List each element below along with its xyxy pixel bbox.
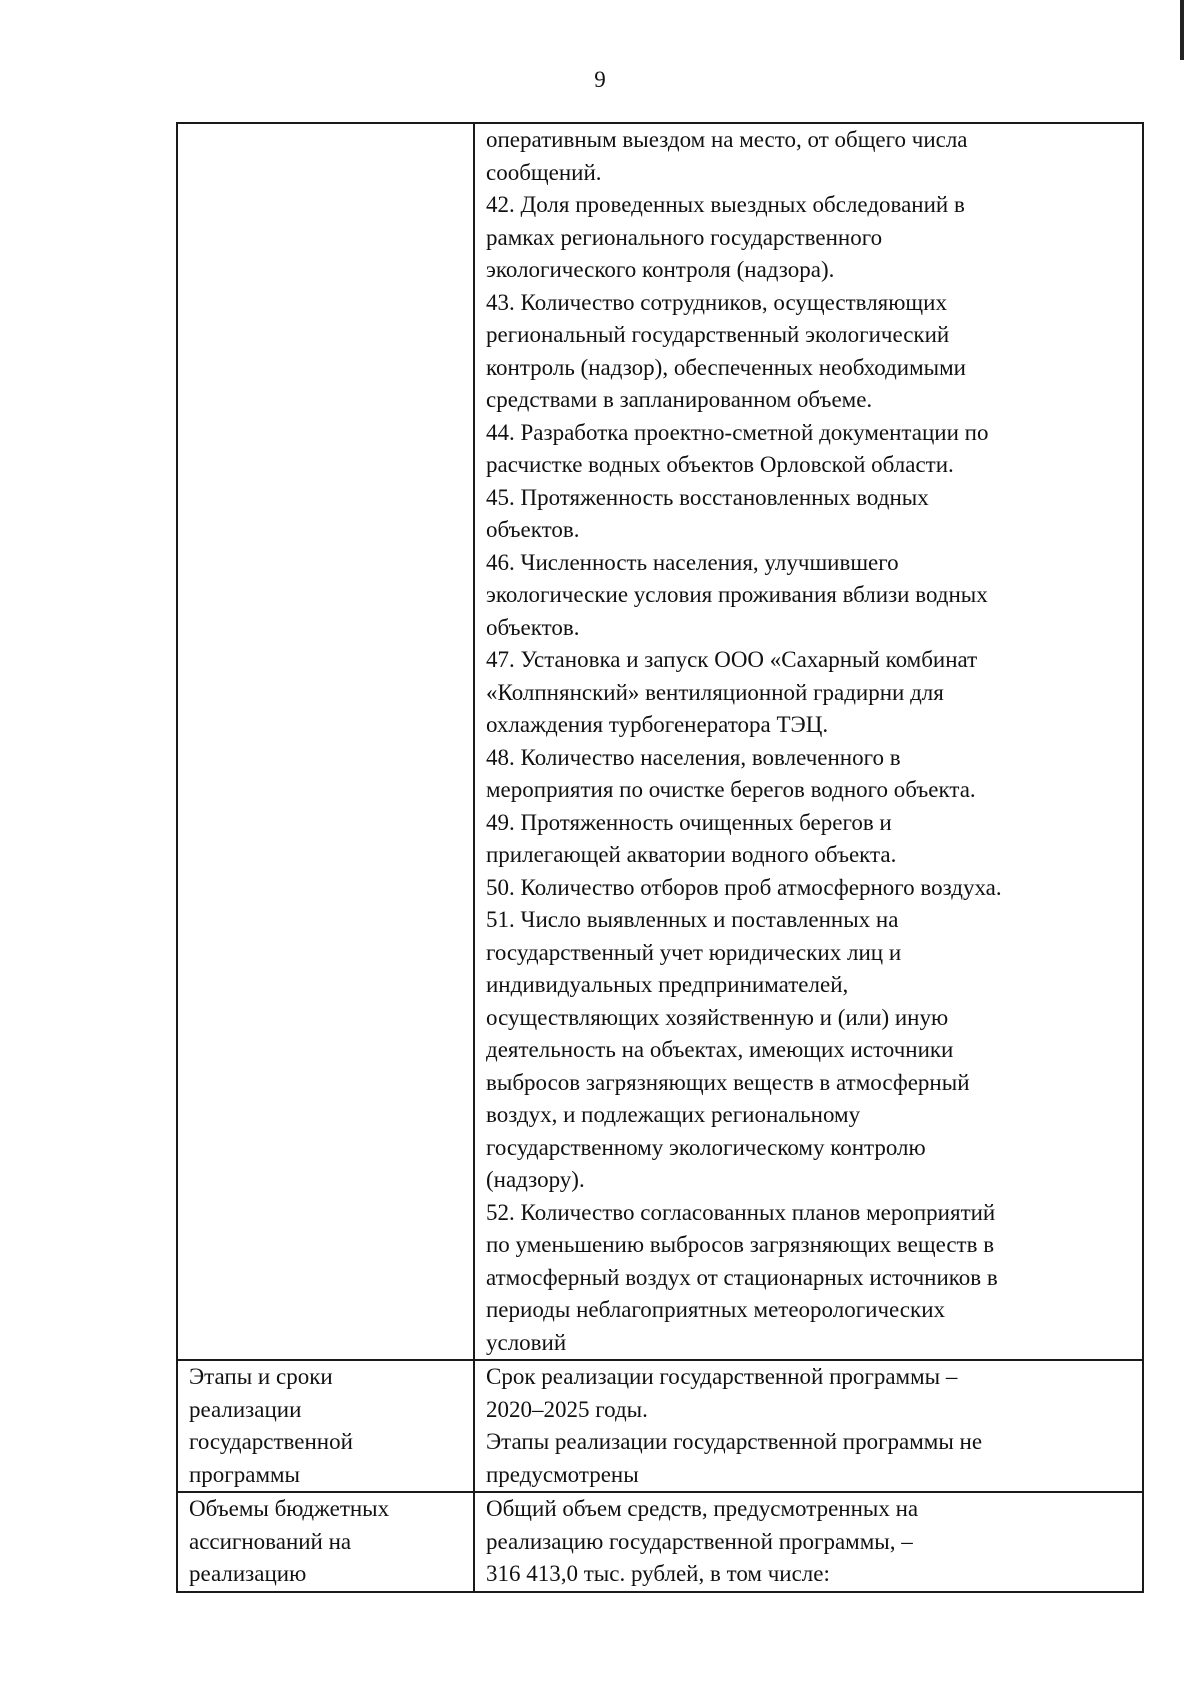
row-content-cell xyxy=(474,123,1143,1360)
row-content-line: «Колпнянский» вентиляционной градирни для xyxy=(486,679,944,705)
row-content-line: 48. Количество населения, вовлеченного в xyxy=(486,744,901,770)
row-content-line: 45. Протяженность восстановленных водных xyxy=(486,484,929,510)
row-content-line: региональный государственный экологический xyxy=(486,322,950,347)
row-content-line: рамках регионального государственного xyxy=(486,224,883,250)
table-row xyxy=(177,123,1143,1360)
row-content-line: прилегающей акватории водного объекта. xyxy=(486,842,897,867)
row-content-line: осуществляющих хозяйственную и (или) иную xyxy=(486,1004,949,1030)
row-content-line: экологического контроля (надзора). xyxy=(486,257,835,282)
row-content-line: реализацию государственной программы, – xyxy=(486,1528,913,1554)
row-content-line: (надзору). xyxy=(486,1167,585,1192)
table-row xyxy=(177,1492,1143,1592)
row-content-line: 50. Количество отборов проб атмосферного воздуха. xyxy=(486,874,1002,900)
row-content-line: 47. Установка и запуск ООО «Сахарный комбинат xyxy=(486,647,978,672)
row-content-line: контроль (надзор), обеспеченных необходимыми xyxy=(486,354,966,380)
row-content-line: 52. Количество согласованных планов мероприятий xyxy=(486,1199,996,1225)
row-content-line: по уменьшению выбросов загрязняющих веществ в xyxy=(486,1232,995,1257)
scan-edge-mark xyxy=(1180,0,1184,60)
row-content-line: 44. Разработка проектно-сметной документации по xyxy=(486,419,989,445)
row-content-line: государственному экологическому контролю xyxy=(486,1134,926,1160)
row-content-cell xyxy=(474,1360,1143,1492)
row-heading-line: программы xyxy=(189,1461,301,1487)
passport-table-body xyxy=(177,123,1143,1592)
row-content-line: объектов. xyxy=(486,614,580,640)
row-heading-line: государственной xyxy=(189,1429,353,1454)
row-content-line: 43. Количество сотрудников, осуществляющих xyxy=(486,289,947,315)
row-heading-line: Объемы бюджетных xyxy=(189,1496,390,1521)
row-content-line: 42. Доля проведенных выездных обследований в xyxy=(486,192,965,217)
row-content-line: 2020–2025 годы. xyxy=(486,1396,648,1422)
row-content-line: государственный учет юридических лиц и xyxy=(486,939,902,965)
row-content-line: индивидуальных предпринимателей, xyxy=(486,972,849,997)
row-content-line: объектов. xyxy=(486,517,580,542)
row-content-line: экологические условия проживания вблизи водных xyxy=(486,582,988,607)
row-heading-cell xyxy=(177,1360,474,1492)
row-heading-cell xyxy=(177,123,474,1360)
row-content-line: 51. Число выявленных и поставленных на xyxy=(486,907,899,932)
passport-table xyxy=(176,122,1144,1593)
row-content-line: выбросов загрязняющих веществ в атмосферный xyxy=(486,1069,970,1095)
row-content-line: 316 413,0 тыс. рублей, в том числе: xyxy=(486,1561,830,1586)
row-content-line: 49. Протяженность очищенных берегов и xyxy=(486,809,892,835)
row-content-line: охлаждения турбогенератора ТЭЦ. xyxy=(486,712,829,737)
row-heading-cell xyxy=(177,1492,474,1592)
row-content-line: Этапы реализации государственной программы не xyxy=(486,1429,983,1454)
row-content-line: 46. Численность населения, улучшившего xyxy=(486,549,899,575)
row-heading-line: реализацию xyxy=(189,1561,307,1586)
page-number: 9 xyxy=(594,67,606,92)
row-content-line: средствами в запланированном объеме. xyxy=(486,387,873,412)
row-content-line: воздух, и подлежащих региональному xyxy=(486,1102,861,1127)
row-content-line: оперативным выездом на место, от общего числа xyxy=(486,127,968,152)
row-content-line: деятельность на объектах, имеющих источники xyxy=(486,1037,954,1062)
row-content-line: периоды неблагоприятных метеорологических xyxy=(486,1297,946,1322)
row-content-cell xyxy=(474,1492,1143,1592)
row-content-line: условий xyxy=(486,1329,567,1355)
row-heading-line: реализации xyxy=(189,1396,302,1422)
table-row xyxy=(177,1360,1143,1492)
row-heading-line: ассигнований на xyxy=(189,1528,352,1554)
row-content-line: атмосферный воздух от стационарных источников в xyxy=(486,1264,998,1290)
row-heading-line: Этапы и сроки xyxy=(189,1364,333,1389)
row-content-line: Общий объем средств, предусмотренных на xyxy=(486,1496,919,1521)
row-content-line: сообщений. xyxy=(486,159,602,185)
row-content-line: Срок реализации государственной программы – xyxy=(486,1364,958,1389)
row-content-line: мероприятия по очистке берегов водного объекта. xyxy=(486,777,976,802)
row-content-line: расчистке водных объектов Орловской области. xyxy=(486,452,954,477)
row-content-line: предусмотрены xyxy=(486,1461,639,1487)
